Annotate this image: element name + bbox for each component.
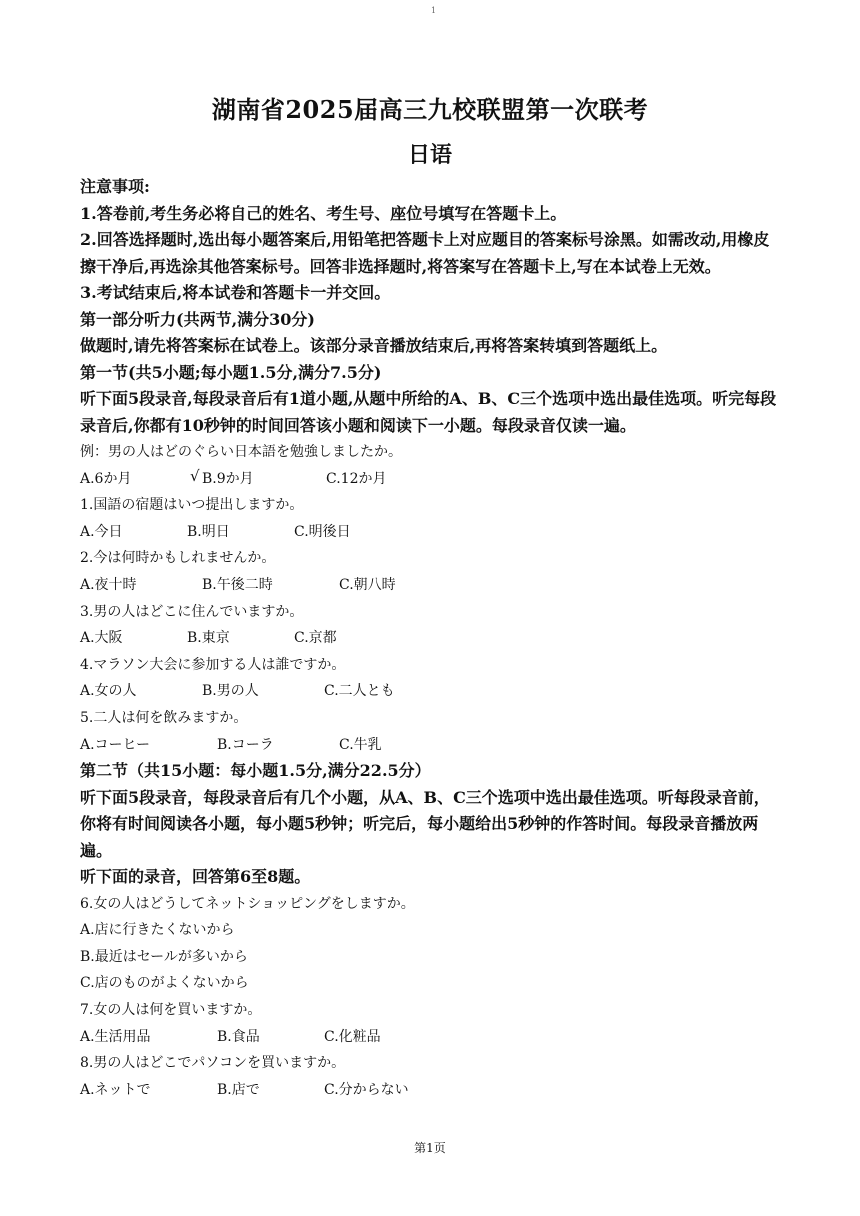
part1-instruction: 做题时,请先将答案标在试卷上。该部分录音播放结束后,再将答案转填到答题纸上。	[80, 336, 668, 355]
notice-item-1: 1.答卷前,考生务必将自己的姓名、考生号、座位号填写在答题卡上。	[80, 203, 567, 223]
question-6: 6.女の人はどうしてネットショッピングをしますか。	[80, 895, 415, 912]
q8-option-b: B.店で	[217, 1081, 260, 1098]
q7-option-a: A.生活用品	[80, 1028, 151, 1045]
q1-option-c: C.明後日	[294, 523, 351, 540]
question-1: 1.国語の宿題はいつ提出しますか。	[80, 497, 304, 514]
notice-heading: 注意事项:	[80, 177, 150, 196]
q3-option-a: A.大阪	[80, 630, 123, 647]
q3-option-b: B.東京	[187, 630, 230, 647]
question-7: 7.女の人は何を買いますか。	[80, 1002, 262, 1018]
example-option-c: C.12か月	[326, 470, 387, 487]
q3-option-c: C.京都	[294, 630, 337, 647]
notice-item-2: 2.回答选择题时,选出每小题答案后,用铅笔把答题卡上对应题目的答案标号涂黑。如需改动,用橡皮擦干净后,再选涂其他答案标号。回答非选择题时,将答案写在答题卡上,写在本试卷上无效。	[80, 230, 770, 276]
question-8-options	[80, 1077, 785, 1104]
section1-heading: 第一节(共5小题;每小题1.5分,满分7.5分)	[80, 362, 382, 382]
question-7-options	[80, 1024, 785, 1051]
q4-option-a: A.女の人	[80, 683, 137, 700]
exam-title: 湖南省2025届高三九校联盟第一次联考	[211, 95, 649, 124]
q6-option-a: A.店に行きたくないから	[80, 922, 235, 939]
question-3: 3.男の人はどこに住んでいますか。	[80, 603, 304, 620]
example-options	[80, 466, 785, 493]
q2-option-b: B.午後二時	[202, 576, 273, 593]
q5-option-c: C.牛乳	[339, 736, 382, 753]
q7-option-b: B.食品	[217, 1028, 260, 1045]
q8-option-a: A.ネットで	[80, 1081, 151, 1098]
section2-sub-instruction: 听下面的录音，回答第6至8题。	[80, 867, 311, 887]
question-2-options	[80, 572, 785, 599]
q5-option-b: B.コーラ	[217, 736, 274, 753]
q8-option-c: C.分からない	[324, 1081, 409, 1098]
page-number: 第1页	[414, 1141, 446, 1155]
example-option-a: A.6か月	[80, 470, 132, 487]
q6-option-c: C.店のものがよくないから	[80, 975, 249, 992]
section2-heading: 第二节（共15小题：每小题1.5分,满分22.5分）	[80, 761, 431, 781]
question-5: 5.二人は何を飲みますか。	[80, 709, 248, 726]
section2-instruction: 听下面5段录音，每段录音后有几个小题，从A、B、C三个选项中选出最佳选项。听每段录音前，你将有时间阅读各小题，每小题5秒钟；听完后，每小题给出5秒钟的作答时间。每段录音播放两遍。	[80, 787, 770, 860]
q5-option-a: A.コーヒー	[80, 736, 151, 753]
question-3-options	[80, 625, 785, 652]
q6-option-b: B.最近はセールが多いから	[80, 948, 248, 965]
part1-heading: 第一部分听力(共两节,满分30分)	[80, 309, 315, 329]
q2-option-c: C.朝八時	[339, 576, 396, 593]
exam-content	[80, 174, 785, 1103]
q1-option-a: A.今日	[80, 523, 123, 540]
section1-instruction: 听下面5段录音,每段录音后有1道小题,从题中所给的A、B、C三个选项中选出最佳选项。听完每段录音后,你都有10秒钟的时间回答该小题和阅读下一小题。每段录音仅读一遍。	[80, 389, 777, 435]
example-question: 例：男の人はどのぐらい日本語を勉強しましたか。	[80, 444, 402, 460]
question-5-options	[80, 732, 785, 759]
question-4: 4.マラソン大会に参加する人は誰ですか。	[80, 656, 346, 673]
q4-option-b: B.男の人	[202, 683, 259, 700]
exam-subject: 日语	[407, 142, 452, 168]
header-mark: 1	[431, 6, 437, 15]
q2-option-a: A.夜十時	[80, 576, 137, 593]
q7-option-c: C.化粧品	[324, 1028, 381, 1045]
q4-option-c: C.二人とも	[324, 683, 395, 700]
question-8: 8.男の人はどこでパソコンを買いますか。	[80, 1055, 346, 1072]
question-2: 2.今は何時かもしれませんか。	[80, 550, 276, 567]
question-4-options	[80, 678, 785, 705]
notice-item-3: 3.考试结束后,将本试卷和答题卡一并交回。	[80, 283, 391, 302]
q1-option-b: B.明日	[187, 523, 230, 540]
question-1-options	[80, 519, 785, 546]
example-option-b-checked: √ B.9か月	[200, 466, 326, 493]
